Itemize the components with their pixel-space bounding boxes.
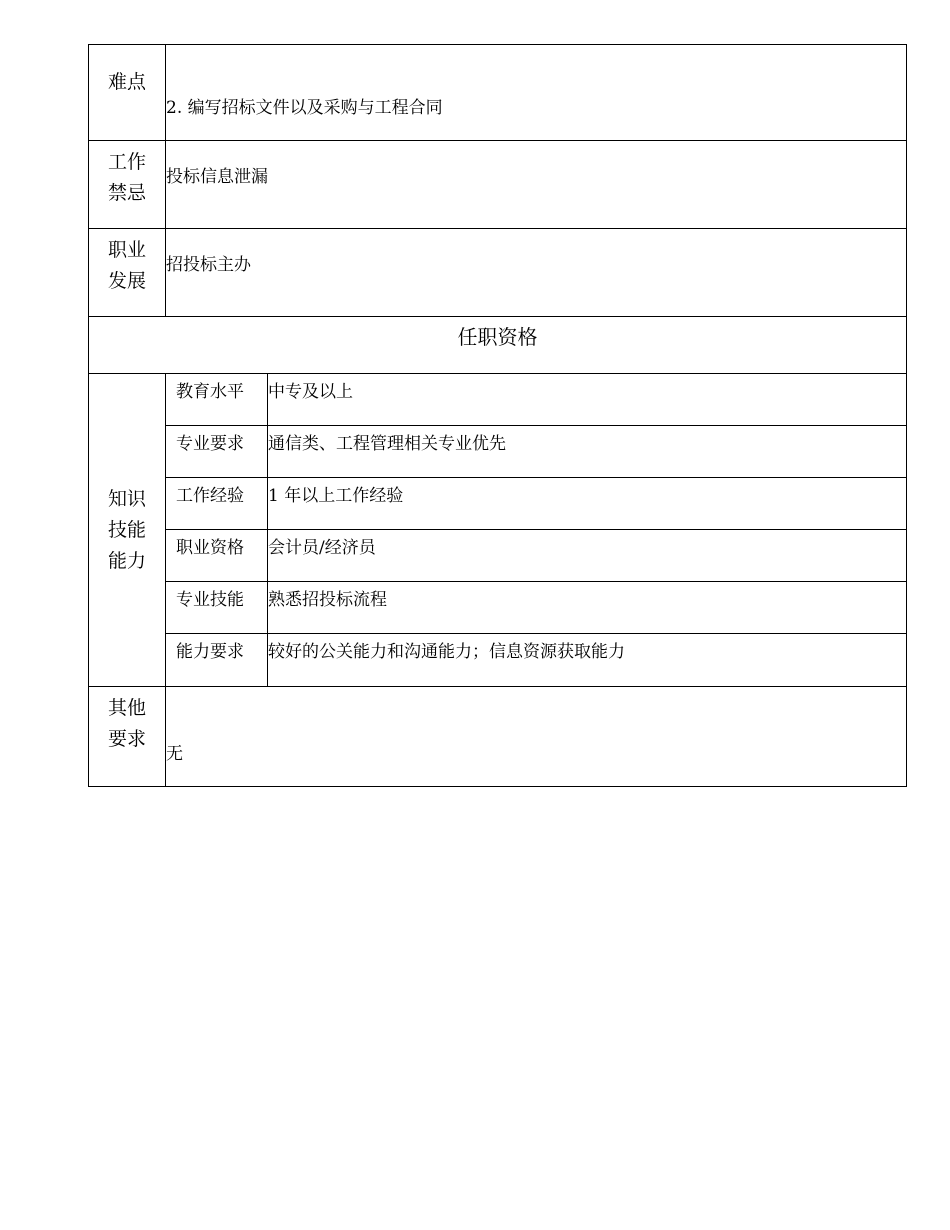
difficulty-label: 难点	[89, 45, 166, 141]
qualification-title: 任职资格	[89, 317, 907, 374]
knowledge-skill-label: 知识 技能 能力	[89, 374, 166, 687]
job-description-table	[88, 44, 907, 787]
other-content: 无	[166, 687, 907, 787]
major-value: 通信类、工程管理相关专业优先	[268, 426, 907, 478]
certification-value: 会计员/经济员	[268, 530, 907, 582]
ability-label: 能力要求	[166, 634, 268, 687]
career-label: 职业 发展	[89, 229, 166, 317]
ability-value: 较好的公关能力和沟通能力；信息资源获取能力	[268, 634, 907, 687]
row-career	[89, 229, 907, 317]
qualification-row	[89, 426, 907, 478]
experience-value: 1 年以上工作经验	[268, 478, 907, 530]
skill-label: 专业技能	[166, 582, 268, 634]
qualification-row	[89, 374, 907, 426]
qualification-row	[89, 478, 907, 530]
taboo-content: 投标信息泄漏	[166, 141, 907, 229]
row-other	[89, 687, 907, 787]
qualification-row	[89, 582, 907, 634]
row-taboo	[89, 141, 907, 229]
taboo-label: 工作 禁忌	[89, 141, 166, 229]
skill-value: 熟悉招投标流程	[268, 582, 907, 634]
education-value: 中专及以上	[268, 374, 907, 426]
difficulty-content: 2. 编写招标文件以及采购与工程合同	[166, 45, 907, 141]
major-label: 专业要求	[166, 426, 268, 478]
qualification-row	[89, 530, 907, 582]
education-label: 教育水平	[166, 374, 268, 426]
row-qualification-title	[89, 317, 907, 374]
other-label: 其他 要求	[89, 687, 166, 787]
career-content: 招投标主办	[166, 229, 907, 317]
qualification-row	[89, 634, 907, 687]
row-difficulty	[89, 45, 907, 141]
experience-label: 工作经验	[166, 478, 268, 530]
certification-label: 职业资格	[166, 530, 268, 582]
